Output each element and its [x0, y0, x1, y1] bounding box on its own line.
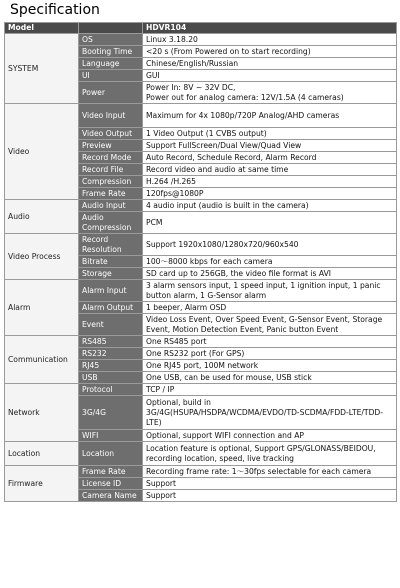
spec-value: PCM: [143, 212, 397, 234]
table-row: [5, 34, 397, 46]
spec-value: Record video and audio at same time: [143, 164, 397, 176]
table-row: [5, 200, 397, 212]
spec-label: Video Input: [79, 104, 143, 128]
spec-value: Support FullScreen/Dual View/Quad View: [143, 140, 397, 152]
spec-label: Video Output: [79, 128, 143, 140]
spec-body: [5, 34, 397, 502]
table-row: [5, 280, 397, 302]
spec-value: 3 alarm sensors input, 1 speed input, 1 ignition input, 1 panic button alarm, 1 G-Sensor alarm: [143, 280, 397, 302]
spec-value: GUI: [143, 70, 397, 82]
spec-label: 3G/4G: [79, 396, 143, 430]
header-model: Model: [5, 23, 79, 34]
spec-label: Record File: [79, 164, 143, 176]
spec-label: RJ45: [79, 360, 143, 372]
spec-label: Bitrate: [79, 256, 143, 268]
table-row: [5, 336, 397, 348]
header-product: HDVR104: [143, 23, 397, 34]
header-spacer: [79, 23, 143, 34]
section-category: Network: [5, 384, 79, 442]
spec-label: USB: [79, 372, 143, 384]
spec-value: SD card up to 256GB, the video file format is AVI: [143, 268, 397, 280]
spec-value: Maximum for 4x 1080p/720P Analog/AHD cameras: [143, 104, 397, 128]
spec-label: Language: [79, 58, 143, 70]
spec-value: Video Loss Event, Over Speed Event, G-Sensor Event, Storage Event, Motion Detection Event, Panic button Event: [143, 314, 397, 336]
section-category: Location: [5, 442, 79, 466]
spec-value: <20 s (From Powered on to start recording): [143, 46, 397, 58]
section-category: Firmware: [5, 466, 79, 502]
spec-label: RS232: [79, 348, 143, 360]
section-category: Communication: [5, 336, 79, 384]
spec-label: Storage: [79, 268, 143, 280]
spec-value: Power In: 8V ~ 32V DC, Power out for analog camera: 12V/1.5A (4 cameras): [143, 82, 397, 104]
section-category: SYSTEM: [5, 34, 79, 104]
spec-label: Alarm Input: [79, 280, 143, 302]
spec-value: Location feature is optional, Support GPS/GLONASS/BEIDOU, recording location, speed, live tracking: [143, 442, 397, 466]
table-row: [5, 442, 397, 466]
spec-label: Compression: [79, 176, 143, 188]
spec-label: Booting Time: [79, 46, 143, 58]
spec-label: Location: [79, 442, 143, 466]
spec-label: Preview: [79, 140, 143, 152]
spec-value: Auto Record, Schedule Record, Alarm Record: [143, 152, 397, 164]
spec-value: Support 1920x1080/1280x720/960x540: [143, 234, 397, 256]
section-category: Video Process: [5, 234, 79, 280]
spec-label: Frame Rate: [79, 188, 143, 200]
spec-label: Camera Name: [79, 490, 143, 502]
spec-table: [4, 22, 397, 502]
spec-label: Frame Rate: [79, 466, 143, 478]
table-row: [5, 104, 397, 128]
spec-label: License ID: [79, 478, 143, 490]
spec-label: UI: [79, 70, 143, 82]
section-category: Alarm: [5, 280, 79, 336]
table-row: [5, 466, 397, 478]
spec-value: Linux 3.18.20: [143, 34, 397, 46]
spec-label: Record Resolution: [79, 234, 143, 256]
spec-value: 1 beeper, Alarm OSD: [143, 302, 397, 314]
spec-value: Support: [143, 478, 397, 490]
table-row: [5, 384, 397, 396]
spec-value: Support: [143, 490, 397, 502]
table-header-row: [5, 23, 397, 34]
section-category: Audio: [5, 200, 79, 234]
spec-value: One RS232 port (For GPS): [143, 348, 397, 360]
spec-value: 4 audio input (audio is built in the camera): [143, 200, 397, 212]
spec-value: 120fps@1080P: [143, 188, 397, 200]
spec-label: Audio Input: [79, 200, 143, 212]
spec-value: 100～8000 kbps for each camera: [143, 256, 397, 268]
spec-label: Audio Compression: [79, 212, 143, 234]
spec-value: One USB, can be used for mouse, USB stick: [143, 372, 397, 384]
spec-value: 1 Video Output (1 CVBS output): [143, 128, 397, 140]
spec-label: WIFI: [79, 430, 143, 442]
spec-value: One RJ45 port, 100M network: [143, 360, 397, 372]
spec-label: RS485: [79, 336, 143, 348]
spec-value: Chinese/English/Russian: [143, 58, 397, 70]
spec-label: Protocol: [79, 384, 143, 396]
spec-label: Record Mode: [79, 152, 143, 164]
table-row: [5, 234, 397, 256]
spec-label: Alarm Output: [79, 302, 143, 314]
spec-value: Recording frame rate: 1～30fps selectable for each camera: [143, 466, 397, 478]
spec-label: OS: [79, 34, 143, 46]
spec-label: Power: [79, 82, 143, 104]
spec-value: TCP / IP: [143, 384, 397, 396]
spec-label: Event: [79, 314, 143, 336]
page-title: Specification: [10, 2, 100, 18]
spec-value: Optional, support WIFI connection and AP: [143, 430, 397, 442]
spec-value: One RS485 port: [143, 336, 397, 348]
spec-value: H.264 /H.265: [143, 176, 397, 188]
section-category: Video: [5, 104, 79, 200]
spec-value: Optional, build in 3G/4G(HSUPA/HSDPA/WCDMA/EVDO/TD-SCDMA/FDD-LTE/TDD-LTE): [143, 396, 397, 430]
